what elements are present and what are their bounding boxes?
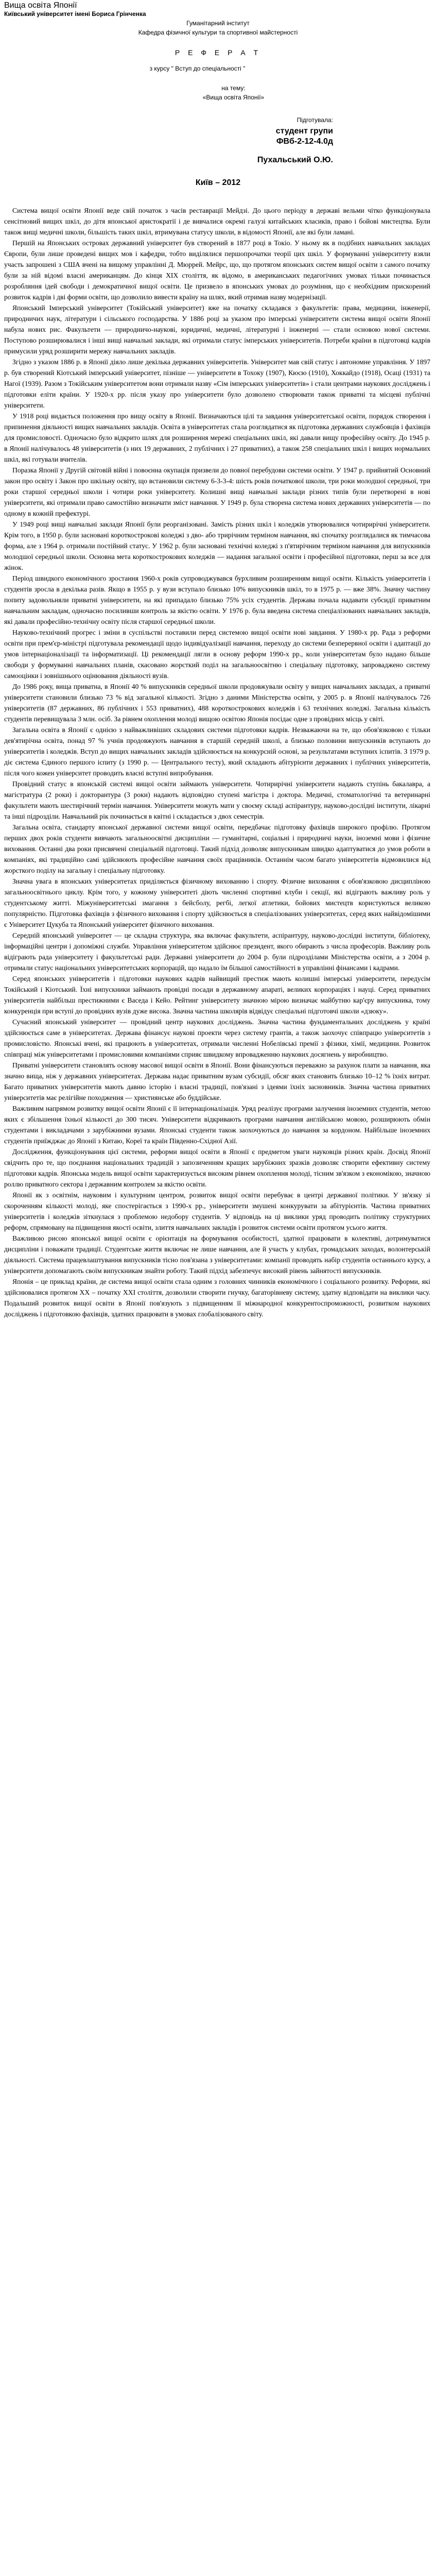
body-paragraph: До 1986 року, вища приватна, в Японії 40 % випускників середньої школи продовжували освіту у вищих навчальних закладах, а приватні університети становили близько 73 % від загальної кількості. Згідно з даними Міністерства освіти, у 2005 р. в Японії налічувалось 726 університетів (87 державних, 86 публічних і 553 приватних), 488 короткострокових коледжів і 63 технічних коледжі. Загальна кількість студентів перевищувала 3 млн. осіб. За рівнем охоплення молоді вищою освітою Японія посідає одне з провідних місць у світі. bbox=[4, 683, 430, 723]
prepared-label: Підготувала: bbox=[297, 116, 333, 124]
body-paragraph: Загальна освіта в Японії є однією з найважливіших складових системи підготовки кадрів. Незважаючи на те, що обов'язковою є тільки дев'ятирічна освіта, понад 97 % учнів продовжують навчання в старшій середній школі, а близько половини випускників вступають до університетів і коледжів. Вступ до вищих навчальних закладів здійснюється на конкурсній основі, за результатами вступних іспитів. З 1979 р. діє система Єдиного першого іспиту (з 1990 р. — Центрального тесту), який складають абітурієнти державних і публічних університетів, після чого кожен університет проводить власні вступні випробування. bbox=[4, 726, 430, 777]
course-line: з курсу " Вступ до спеціальності " bbox=[149, 65, 246, 72]
body-paragraph: Важливим напрямом розвитку вищої освіти Японії є її інтернаціоналізація. Уряд реалізує програми залучення іноземних студентів, метою яких є збільшення їхньої кількості до 300 тисяч. Університети відкривають програми навчання англійською мовою, розширюють обмін студентами і викладачами з зарубіжними вузами. Японські студенти також заохочуються до навчання за кордоном. Найбільше іноземних студентів приїжджає до Японії з Китаю, Кореї та країн Південно-Східної Азії. bbox=[4, 1105, 430, 1145]
department-name: Кафедра фізичної культури та спортивної майстерності bbox=[138, 29, 298, 36]
body-paragraph: Серед японських університетів і підготовки наукових кадрів найвищий престиж мають колишні імперські університети, передусім Токійський і Кіотський. Їхні випускники займають провідні посади в державному апараті, великих корпораціях і науці. Серед приватних університетів найбільш престижними є Васеда і Кейо. Рейтинг університету значною мірою визначає майбутню кар'єру випускника, тому конкуренція при вступі до провідних вузів дуже висока. Значна частина школярів відвідує спеціальні підготовчі школи «дзюку». bbox=[4, 975, 430, 1015]
body-paragraph: Приватні університети становлять основу масової вищої освіти в Японії. Вони фінансуються переважно за рахунок плати за навчання, яка значно вища, ніж у державних університетах. Держава надає приватним вузам субсидії, обсяг яких становить близько 10–12 % їхніх витрат. Багато приватних університетів мають давню історію і власні традиції, пов'язані з ідеями їхніх засновників. Значна частина приватних університетів має релігійне походження — християнське або буддійське. bbox=[4, 1061, 430, 1101]
body-paragraph: Провідний статус в японській системі вищої освіти займають університети. Чотирирічні університети надають ступінь бакалавра, а магістратура (2 роки) і докторантура (3 роки) надають відповідно ступені магістра і доктора. Медичні, стоматологічні та ветеринарні факультети мають шестирічний термін навчання. Університети можуть мати у своєму складі аспірантуру, науково-дослідні інститути, лікарні та інші підрозділи. Навчальний рік починається в квітні і складається з двох семестрів. bbox=[4, 780, 430, 820]
body-paragraph: Японія – це приклад країни, де система вищої освіти стала одним з головних чинників економічного і соціального розвитку. Реформи, які здійснювалися протягом XX – початку XXI століття, дозволили створити гнучку, багаторівневу систему, здатну відповідати на виклики часу. Подальший розвиток вищої освіти в Японії пов'язують з підвищенням її міжнародної конкурентоспроможності, розвитком наукових досліджень і підготовкою фахівців, здатних працювати в умовах глобалізованого світу. bbox=[4, 1278, 430, 1318]
body-paragraph: Першій на Японських островах державний університет був створений в 1877 році в Токіо. У ньому як в подібних навчальних закладах Європи, були лише проведені вищих мов і кафедри, тобто виділялися першопрочатки теорії цих шкіл. У формуванні університету взяли участь запрошені з США вчені на вищому управлінні Д. Мюррей. Мейрс, що, що протягом японських систем вищої освіти з самого початку були за ній відомі власні американцям. До кінця XIX століття, як відомо, в американських педагогічних умовах тільки починається розробляння ідей свободи і демократичної вищої освіти. Це призвело в японських умовах до розуміння, що є необхідним прискорений розвиток кадрів і дві форми освіти, що дозволило вивести країну на шлях, який отримав назву модернізації. bbox=[4, 239, 430, 301]
university-name: Київський університет імені Бориса Грінченка bbox=[4, 10, 146, 18]
body-paragraph: Період швидкого економічного зростання 1960-х років супроводжувався бурхливим розширенням вищої освіти. Кількість університетів і студентів зросла в декілька разів. Якщо в 1955 р. у вузи вступало близько 10% випускників шкіл, то в 1975 р. — вже 38%. Значну частину попиту задовольняли приватні університети, на які припадало близько 75% усіх студентів. Держава почала надавати субсидії приватним навчальним закладам, одночасно посиливши контроль за якістю освіти. У 1976 р. була введена система спеціалізованих навчальних закладів, які давали професійно-технічну освіту після старшої середньої школи. bbox=[4, 574, 430, 625]
document-title: Вища освіта Японії bbox=[4, 1, 77, 10]
institute-name: Гуманітарний інститут bbox=[186, 20, 250, 27]
body-paragraph: У 1949 році вищі навчальні заклади Японії були реорганізовані. Замість різних шкіл і коледжів утворювалися чотирирічні університети. Крім того, в 1950 р. були засновані короткострокові коледжі з дво- або трирічним терміном навчання, які спочатку розглядалися як тимчасова форма, але з 1964 р. отримали постійний статус. У 1962 р. були засновані технічні коледжі з п'ятирічним терміном навчання для випускників молодшої середньої школи. Основна мета короткострокових коледжів — надання загальної освіти і професійної підготовки, перш за все для жінок. bbox=[4, 520, 430, 571]
topic-prefix: на тему: bbox=[221, 84, 246, 92]
body-paragraph: У 1918 році видається положення про вищу освіту в Японії. Визначаються цілі та завдання університетської освіти, порядок створення і припинення діяльності вищих навчальних закладів. Освіта в університетах стала розглядатися як підготовка державних службовців і фахівців для промисловості. Одночасно було відкрито шлях для розширення мережі спеціальних шкіл, які давали вищу професійну освіту. До 1945 р. в Японії налічувалось 48 університетів (з них 19 державних, 2 публічних і 27 приватних), а також 258 спеціальних шкіл і вищих нормальних шкіл, які готували вчителів. bbox=[4, 412, 430, 463]
city-year: Київ – 2012 bbox=[195, 178, 241, 187]
body-paragraph: Науково-технічний прогрес і зміни в суспільстві поставили перед системою вищої освіти нові завдання. У 1980-х рр. Рада з реформи освіти при прем'єр-міністрі підготувала рекомендації щодо індивідуалізації навчання, переходу до системи безперервної освіти і адаптації до умов інтернаціоналізації та інформатизації. Ці рекомендації лягли в основу реформ 1990-х рр., коли університетам було надано більше свободи у формуванні навчальних планів, скасовано жорсткий поділ на загальноосвітню і спеціальну підготовку, запроваджено систему самооцінки і зовнішнього оцінювання діяльності вузів. bbox=[4, 629, 430, 680]
author-name: Пухальський О.Ю. bbox=[257, 156, 333, 164]
student-group-label: студент групи bbox=[275, 127, 333, 135]
body-paragraph: Дослідження, функціонування цієї системи, реформи вищої освіти в Японії є предметом уваги науковців різних країн. Досвід Японії свідчить про те, що поєднання національних традицій з запозиченням кращих зарубіжних зразків дозволяє створити ефективну систему підготовки кадрів. Японська модель вищої освіти характеризується високим рівнем охоплення молоді, тісним зв'язком з економікою, значною роллю приватного сектора і державним контролем за якістю освіти. bbox=[4, 1148, 430, 1188]
body-paragraph: Система вищої освіти Японії веде свій початок з часів реставрації Мейдзі. До цього періоду в державі вельми чітко функціонувала сенсітновий вищих шкіл, до дітя японської аристократії і де вивчалися окремі галузі китайських класиків, право і бойові мистецтва. Були також вищі медичні школи, більшість таких шкіл, втримувана статусу школи, в відомості Японії, але які були ламані. bbox=[4, 207, 430, 236]
body-paragraph: Важливою рисою японської вищої освіти є орієнтація на формування особистості, здатної працювати в колективі, дотримуватися дисципліни і поважати традиції. Студентське життя включає не лише навчання, але й участь у клубах, громадських заходах, волонтерській діяльності. Система працевлаштування випускників тісно пов'язана з університетами: компанії проводять набір студентів останнього курсу, а університети допомагають своїм випускникам знайти роботу. Такий підхід забезпечує високий рівень зайнятості випускників. bbox=[4, 1234, 430, 1275]
body-paragraph: Японський Імперський університет (Токійський університет) вже на початку складався з факультетів: права, медицини, інженерії, природничих наук, літератури і сільського господарства. У 1886 році за указом про імперські університети система вищої освіти Японії набула нових рис. Факультети — природничо-наукові, юридичні, медичні, літературні і інженерні — стали основою нової системи. Поступово розширювалися і інші вищі навчальні заклади, які отримали статус імперських університетів. Потреби країни в підготовці кадрів примусили уряд розширити мережу навчальних закладів. bbox=[4, 304, 430, 355]
body-paragraph: Середній японський університет — це складна структура, яка включає факультети, аспірантуру, науково-дослідні інститути, бібліотеку, інформаційні центри і допоміжні служби. Управління університетом здійснює президент, якого обирають з числа професорів. Важливу роль відіграють рада університету і факультетські ради. Державні університети до 2004 р. були підрозділами Міністерства освіти, а з 2004 р. отримали статус національних університетських корпорацій, що надало їм більшої самостійності в управлінні фінансами і кадрами. bbox=[4, 931, 430, 972]
body-paragraph: Згідно з указом 1886 р. в Японії діяло лише декілька державних університетів. Університет мав свій статус і автономне управління. У 1897 р. був створений Кіотський імперський університет, пізніше — університети в Тохоку (1907), Кюсю (1910), Хоккайдо (1918), Осаці (1931) та Нагої (1939). Разом з Токійським університетом вони отримали назву «Сім імперських університетів» і стали центрами наукових досліджень і підготовки еліти країни. У 1920-х рр. після указу про університети було дозволено створювати також приватні та місцеві публічні університети. bbox=[4, 358, 430, 409]
group-code: ФВб-2-12-4.0д bbox=[276, 137, 333, 146]
topic-title: «Вища освіта Японії» bbox=[202, 94, 265, 101]
body-paragraph: Поразка Японії у Другій світовій війні і повоєнна окупація призвели до повної перебудови системи освіти. У 1947 р. прийнятий Основний закон про освіту і Закон про шкільну освіту, що встановили систему 6-3-3-4: шість років початкової школи, три роки молодшої середньої, три роки старшої середньої школи і чотири роки університету. Колишні вищі навчальні заклади різних типів були перетворені в нові університети, які отримали право самостійно визначати зміст навчання. У 1949 р. була створена система нових державних університетів — по одному в кожній префектурі. bbox=[4, 466, 430, 517]
body-paragraph: Сучасний японський університет — провідний центр наукових досліджень. Значна частина фундаментальних досліджень у країні здійснюється саме в університетах. Держава фінансує наукові проекти через систему грантів, а також заохочує співпрацю університетів з промисловістю. Японські вчені, які працюють в університетах, отримали численні Нобелівські премії з фізики, хімії, медицини. Розвиток співпраці між університетами і промисловими компаніями сприяє швидкому впровадженню наукових досягнень у виробництво. bbox=[4, 1018, 430, 1058]
body-paragraph: Значна увага в японських університетах приділяється фізичному вихованню і спорту. Фізичне виховання є обов'язковою дисципліною загальноосвітнього циклу. Крім того, у кожному університеті діють численні спортивні клуби і секції, які відіграють важливу роль у студентському житті. Міжуніверситетські змагання з бейсболу, регбі, легкої атлетики, бойових мистецтв користуються великою популярністю. Підготовка фахівців з фізичного виховання і спорту здійснюється в спеціалізованих університетах, серед яких найвідомішими є Університет Цукуба та Японський університет фізичного виховання. bbox=[4, 877, 430, 928]
body-paragraph: Загальна освіта, стандарту японської державної системи вищої освіти, передбачає підготовку фахівців широкого профілю. Протягом перших двох років студенти вивчають загальноосвітні дисципліни — гуманітарні, соціальні і природничі науки, іноземні мови і фізичне виховання. Останні два роки присвячені спеціальній підготовці. Такий підхід дозволяє випускникам швидко адаптуватися до умов роботи в компаніях, які традиційно самі здійснюють професійне навчання своїх працівників. Останнім часом багато університетів відмовилися від жорсткого поділу на загальну і спеціальну підготовку. bbox=[4, 823, 430, 874]
referat-body bbox=[4, 205, 430, 2576]
body-paragraph: Японії як з освітнім, науковим і культурним центром, розвиток вищої освіти перебуває в центрі державної політики. У зв'язку зі скороченням кількості молоді, яке спостерігається з 1990-х рр., університети змушені конкурувати за абітурієнтів. Частина приватних університетів і коледжів зіткнулася з проблемою недобору студентів. У відповідь на ці виклики уряд проводить політику структурних реформ, спрямовану на підвищення якості освіти, злиття навчальних закладів і розвиток системи освіти протягом усього життя. bbox=[4, 1191, 430, 1231]
referat-heading: Р Е Ф Е Р А Т bbox=[175, 48, 261, 57]
